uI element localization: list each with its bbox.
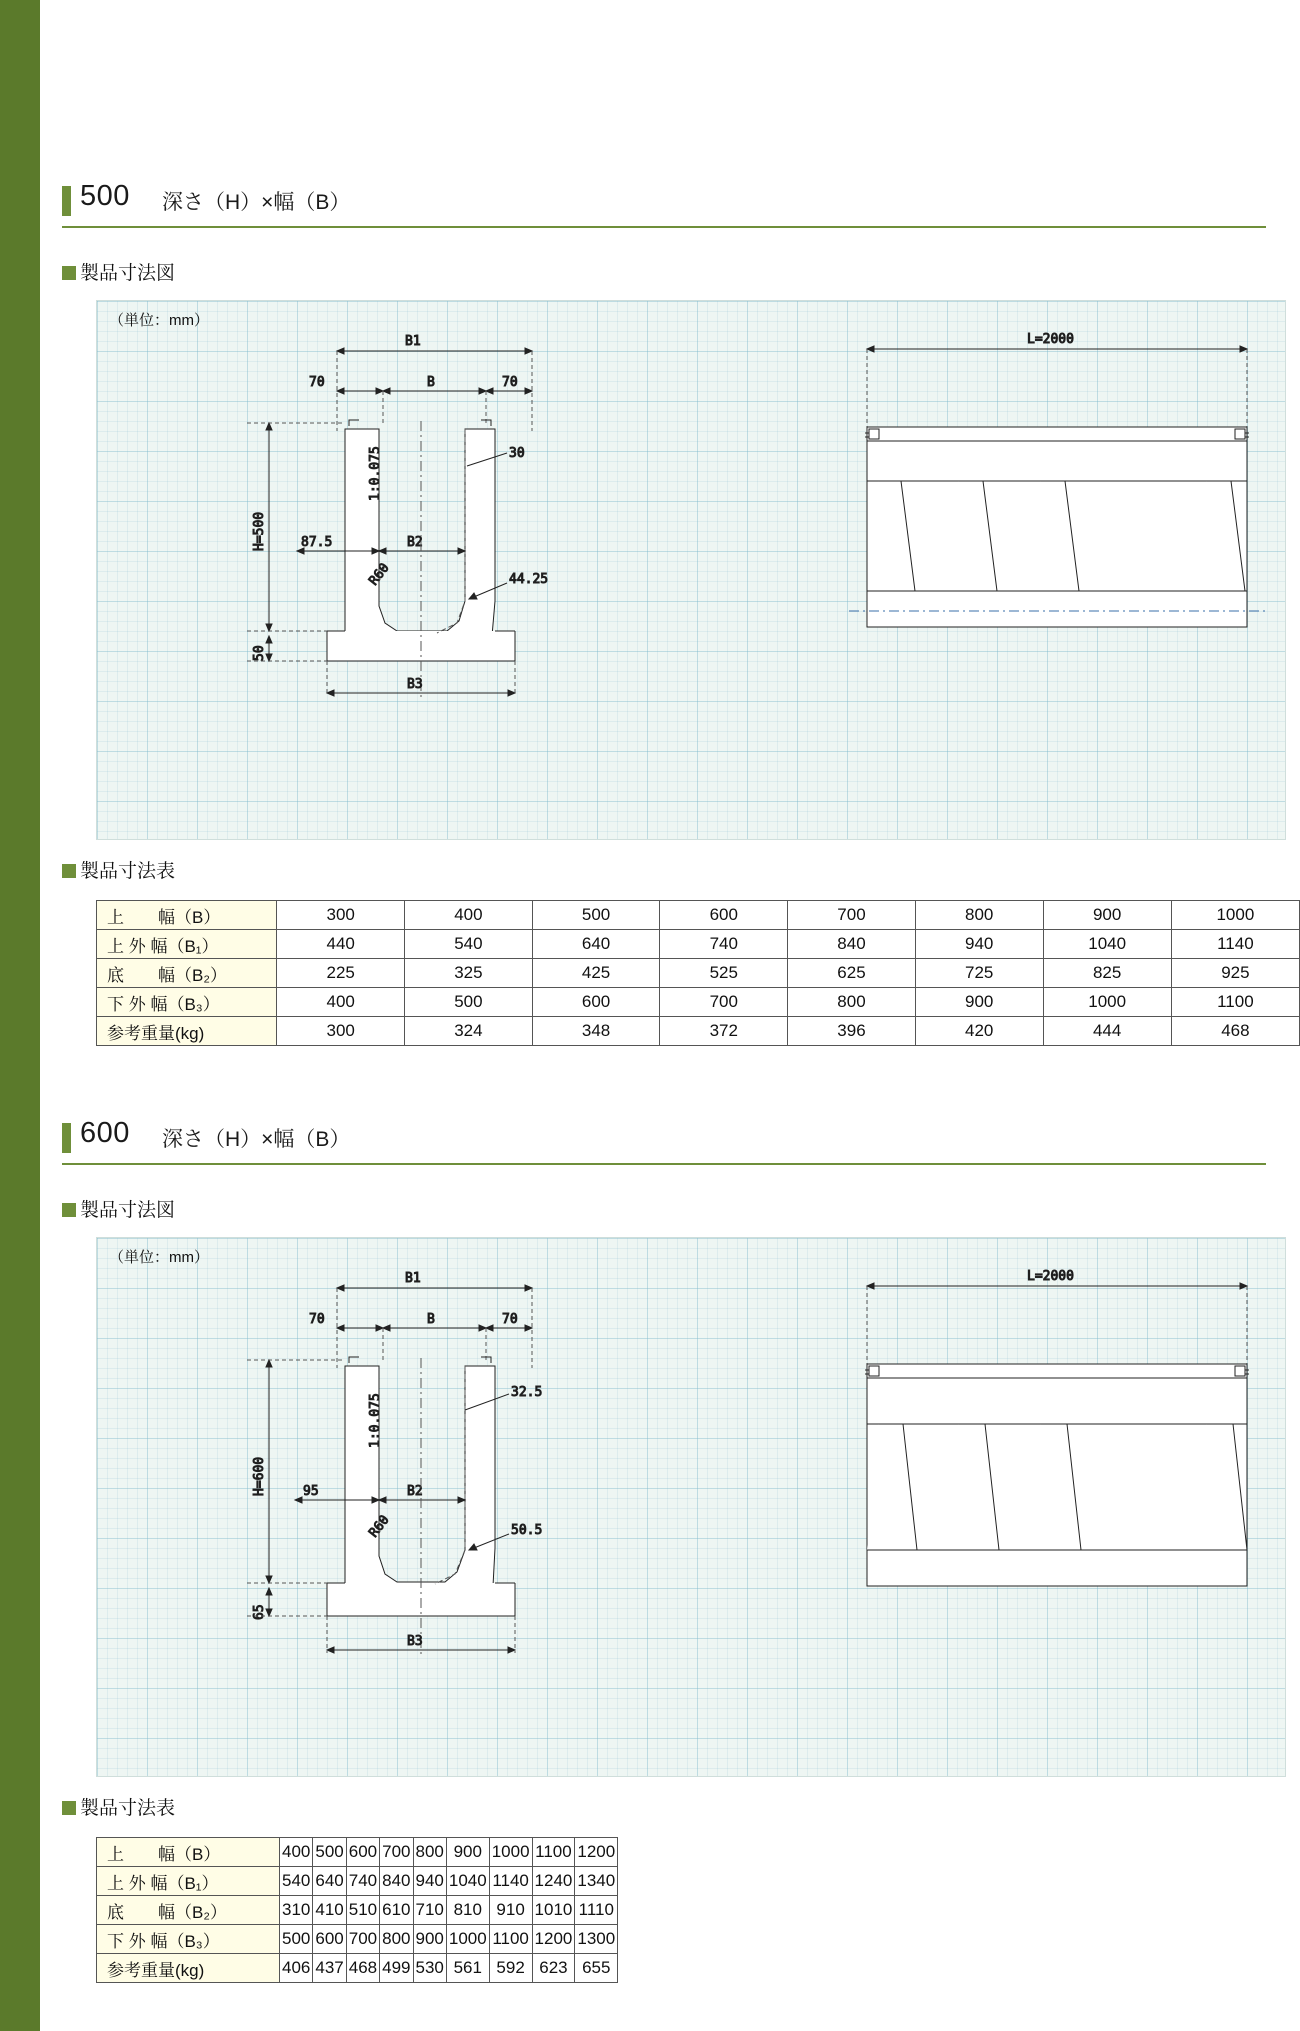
unit-note-500: （単位：mm） — [109, 312, 209, 329]
cell: 400 — [280, 1838, 313, 1867]
label-b3: B3 — [407, 1634, 423, 1649]
table-heading-text: 製品寸法表 — [80, 861, 176, 882]
row-label: 下 外 幅（B₃） — [97, 988, 277, 1017]
cell: 840 — [788, 930, 916, 959]
row-label: 底 幅（B₂） — [97, 1896, 280, 1925]
cell: 623 — [532, 1954, 575, 1983]
label-radius: R60 — [366, 560, 393, 589]
dimension-table-500 — [96, 900, 1300, 1046]
cell: 700 — [380, 1838, 413, 1867]
cell: 1000 — [1171, 901, 1299, 930]
label-left-offset: 70 — [309, 1312, 325, 1327]
table-row — [97, 1925, 618, 1954]
cell: 1200 — [532, 1925, 575, 1954]
cell: 400 — [405, 901, 533, 930]
section-tick-icon — [62, 186, 71, 216]
cell: 810 — [446, 1896, 489, 1925]
row-label: 上 幅（B） — [97, 901, 277, 930]
row-label: 上 外 幅（B₁） — [97, 1867, 280, 1896]
table-row — [97, 988, 1300, 1017]
label-right-offset: 70 — [502, 1312, 518, 1327]
cell: 468 — [346, 1954, 379, 1983]
cell: 625 — [788, 959, 916, 988]
cell: 440 — [277, 930, 405, 959]
label-b1: B1 — [405, 1271, 421, 1286]
cell: 655 — [575, 1954, 618, 1983]
drawing-panel-600 — [96, 1237, 1286, 1777]
cell: 800 — [788, 988, 916, 1017]
table-row — [97, 1017, 1300, 1046]
cell: 561 — [446, 1954, 489, 1983]
label-right-offset: 70 — [502, 375, 518, 390]
cell: 1200 — [575, 1838, 618, 1867]
cell: 710 — [413, 1896, 446, 1925]
cell: 800 — [915, 901, 1043, 930]
label-b1: B1 — [405, 334, 421, 349]
label-base-thickness: 65 — [252, 1604, 267, 1620]
cell: 500 — [280, 1925, 313, 1954]
cell: 592 — [489, 1954, 532, 1983]
label-height: H=600 — [252, 1456, 267, 1496]
cell: 310 — [280, 1896, 313, 1925]
cell: 525 — [660, 959, 788, 988]
cell: 740 — [346, 1867, 379, 1896]
green-square-icon — [62, 1801, 76, 1815]
row-label: 参考重量(kg) — [97, 1954, 280, 1983]
label-bottom-slope: 50.5 — [511, 1523, 543, 1538]
label-b2: B2 — [407, 1484, 423, 1499]
cell: 1100 — [532, 1838, 575, 1867]
cell: 1040 — [1043, 930, 1171, 959]
cell: 600 — [532, 988, 660, 1017]
label-b: B — [427, 375, 435, 390]
cell: 940 — [413, 1867, 446, 1896]
label-bottom-left: 87.5 — [301, 535, 333, 550]
section-heading-500 — [62, 182, 1266, 228]
cell: 1340 — [575, 1867, 618, 1896]
cell: 468 — [1171, 1017, 1299, 1046]
unit-note-600: （単位：mm） — [109, 1249, 209, 1266]
label-wall-thickness: 30 — [509, 446, 525, 461]
cell: 940 — [915, 930, 1043, 959]
cell: 1140 — [1171, 930, 1299, 959]
cell: 900 — [413, 1925, 446, 1954]
label-bottom-slope: 44.25 — [509, 572, 549, 587]
label-b3: B3 — [407, 677, 423, 692]
cell: 700 — [788, 901, 916, 930]
cell: 1040 — [446, 1867, 489, 1896]
cell: 1110 — [575, 1896, 618, 1925]
cell: 1240 — [532, 1867, 575, 1896]
cell: 324 — [405, 1017, 533, 1046]
cell: 610 — [380, 1896, 413, 1925]
section-subtitle: 深さ（H）×幅（B） — [162, 1128, 351, 1151]
cell: 1000 — [446, 1925, 489, 1954]
cell: 910 — [489, 1896, 532, 1925]
cell: 1140 — [489, 1867, 532, 1896]
row-label: 参考重量(kg) — [97, 1017, 277, 1046]
table-row — [97, 1896, 618, 1925]
label-base-thickness: 50 — [252, 645, 267, 661]
cell: 420 — [915, 1017, 1043, 1046]
cell: 600 — [313, 1925, 346, 1954]
cell: 540 — [405, 930, 533, 959]
cell: 540 — [280, 1867, 313, 1896]
label-radius: R60 — [366, 1512, 393, 1541]
cell: 925 — [1171, 959, 1299, 988]
label-b: B — [427, 1312, 435, 1327]
label-slope: 1:0.075 — [368, 1393, 383, 1448]
table-row — [97, 930, 1300, 959]
section-subtitle: 深さ（H）×幅（B） — [162, 191, 351, 214]
figure-heading-text: 製品寸法図 — [80, 263, 176, 284]
cell: 700 — [660, 988, 788, 1017]
cell: 640 — [313, 1867, 346, 1896]
cell: 372 — [660, 1017, 788, 1046]
label-length: L=2000 — [1027, 1269, 1074, 1284]
cell: 840 — [380, 1867, 413, 1896]
label-b2: B2 — [407, 535, 423, 550]
cell: 600 — [660, 901, 788, 930]
cell: 800 — [413, 1838, 446, 1867]
green-square-icon — [62, 1203, 76, 1217]
cell: 300 — [277, 901, 405, 930]
figure-heading-600 — [62, 1195, 175, 1221]
cell: 740 — [660, 930, 788, 959]
cell: 437 — [313, 1954, 346, 1983]
row-label: 底 幅（B₂） — [97, 959, 277, 988]
drawing-500 — [97, 301, 1287, 841]
cell: 800 — [380, 1925, 413, 1954]
section-heading-600 — [62, 1119, 1266, 1165]
cell: 725 — [915, 959, 1043, 988]
cell: 700 — [346, 1925, 379, 1954]
table-heading-500 — [62, 856, 175, 882]
cell: 1300 — [575, 1925, 618, 1954]
cell: 900 — [915, 988, 1043, 1017]
cell: 500 — [405, 988, 533, 1017]
cell: 640 — [532, 930, 660, 959]
label-length: L=2000 — [1027, 332, 1074, 347]
table-row — [97, 1954, 618, 1983]
table-heading-text: 製品寸法表 — [80, 1798, 176, 1819]
cell: 825 — [1043, 959, 1171, 988]
left-green-bar — [0, 0, 40, 2031]
table-row — [97, 1838, 618, 1867]
cell: 1000 — [1043, 988, 1171, 1017]
cell: 300 — [277, 1017, 405, 1046]
cell: 900 — [446, 1838, 489, 1867]
label-wall-thickness: 32.5 — [511, 1385, 543, 1400]
cell: 406 — [280, 1954, 313, 1983]
cell: 325 — [405, 959, 533, 988]
cell: 410 — [313, 1896, 346, 1925]
row-label: 下 外 幅（B₃） — [97, 1925, 280, 1954]
figure-heading-500 — [62, 258, 175, 284]
cell: 1010 — [532, 1896, 575, 1925]
cell: 225 — [277, 959, 405, 988]
cell: 530 — [413, 1954, 446, 1983]
cell: 1100 — [1171, 988, 1299, 1017]
row-label: 上 幅（B） — [97, 1838, 280, 1867]
table-row — [97, 901, 1300, 930]
cell: 499 — [380, 1954, 413, 1983]
cell: 500 — [532, 901, 660, 930]
cell: 400 — [277, 988, 405, 1017]
table-row — [97, 1867, 618, 1896]
figure-heading-text: 製品寸法図 — [80, 1200, 176, 1221]
cell: 396 — [788, 1017, 916, 1046]
label-bottom-left: 95 — [303, 1484, 319, 1499]
dimension-table-600 — [96, 1837, 618, 1983]
label-height: H=500 — [252, 511, 267, 551]
cell: 900 — [1043, 901, 1171, 930]
table-row — [97, 959, 1300, 988]
section-number: 500 — [80, 180, 130, 212]
cell: 425 — [532, 959, 660, 988]
row-label: 上 外 幅（B₁） — [97, 930, 277, 959]
label-slope: 1:0.075 — [368, 446, 383, 501]
cell: 348 — [532, 1017, 660, 1046]
drawing-600 — [97, 1238, 1287, 1778]
green-square-icon — [62, 266, 76, 280]
cell: 600 — [346, 1838, 379, 1867]
table-heading-600 — [62, 1793, 175, 1819]
section-tick-icon — [62, 1123, 71, 1153]
cell: 1100 — [489, 1925, 532, 1954]
cell: 510 — [346, 1896, 379, 1925]
drawing-panel-500 — [96, 300, 1286, 840]
cell: 444 — [1043, 1017, 1171, 1046]
cell: 1000 — [489, 1838, 532, 1867]
cell: 500 — [313, 1838, 346, 1867]
label-left-offset: 70 — [309, 375, 325, 390]
green-square-icon — [62, 864, 76, 878]
section-number: 600 — [80, 1117, 130, 1149]
document-page — [40, 0, 1300, 2031]
